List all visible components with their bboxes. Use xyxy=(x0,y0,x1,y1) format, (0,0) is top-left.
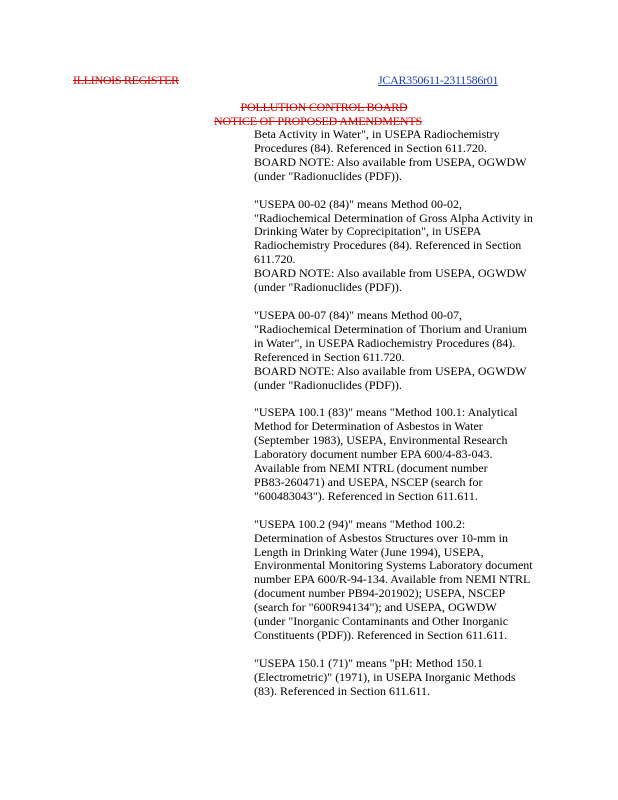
notice-title: NOTICE OF PROPOSED AMENDMENTS xyxy=(214,114,422,128)
paragraph-usepa-100-2: "USEPA 100.2 (94)" means "Method 100.2: Determination of Asbestos Structures over 10-mm in Length in Drinking Water (June 1994), USEPA, Environmental Monitoring Systems Laboratory document number EPA 600/R-94-134. Available from NEMI NTRL (document number PB94-201902); USEPA, NSCEP (search for "600R94134"); and USEPA, OGWDW (under "Inorganic Contaminants and Other Inorganic Constituents (PDF)). Referenced in Section 611.611. xyxy=(254,516,533,642)
register-title: ILLINOIS REGISTER xyxy=(73,73,179,87)
document-code: JCAR350611-2311586r01 xyxy=(378,73,499,87)
paragraph-usepa-100-1: "USEPA 100.1 (83)" means "Method 100.1: Analytical Method for Determination of Asbestos in Water (September 1983), USEPA, Environmental Research Laboratory document number EPA 600/4-83-043. Available from NEMI NTRL (document number PB83-260471) and USEPA, NSCEP (search for "600483043"). Referenced in Section 611.611. xyxy=(254,405,518,503)
paragraph-usepa-00-02: "USEPA 00-02 (84)" means Method 00-02, "Radiochemical Determination of Gross Alpha Activity in Drinking Water by Coprecipitation", in USEPA Radiochemistry Procedures (84). Referenced in Section 611.720. BOARD NOTE: Also available from USEPA, OGWDW (under "Radionuclides (PDF)). xyxy=(254,196,533,295)
paragraph-usepa-150-1: "USEPA 150.1 (71)" means "pH: Method 150.1 (Electrometric)" (1971), in USEPA Inorganic Methods (83). Referenced in Section 611.611. xyxy=(254,655,516,698)
board-name: POLLUTION CONTROL BOARD xyxy=(240,100,408,114)
document-body xyxy=(254,128,574,713)
paragraph-beta-activity: Beta Activity in Water", in USEPA Radiochemistry Procedures (84). Referenced in Section 611.720. BOARD NOTE: Also available from USEPA, OGWDW (under "Radionuclides (PDF)). xyxy=(254,127,527,183)
paragraph-usepa-00-07: "USEPA 00-07 (84)" means Method 00-07, "Radiochemical Determination of Thorium and Uranium in Water", in USEPA Radiochemistry Procedures (84). Referenced in Section 611.720. BOARD NOTE: Also available from USEPA, OGWDW (under "Radionuclides (PDF)). xyxy=(254,307,527,392)
